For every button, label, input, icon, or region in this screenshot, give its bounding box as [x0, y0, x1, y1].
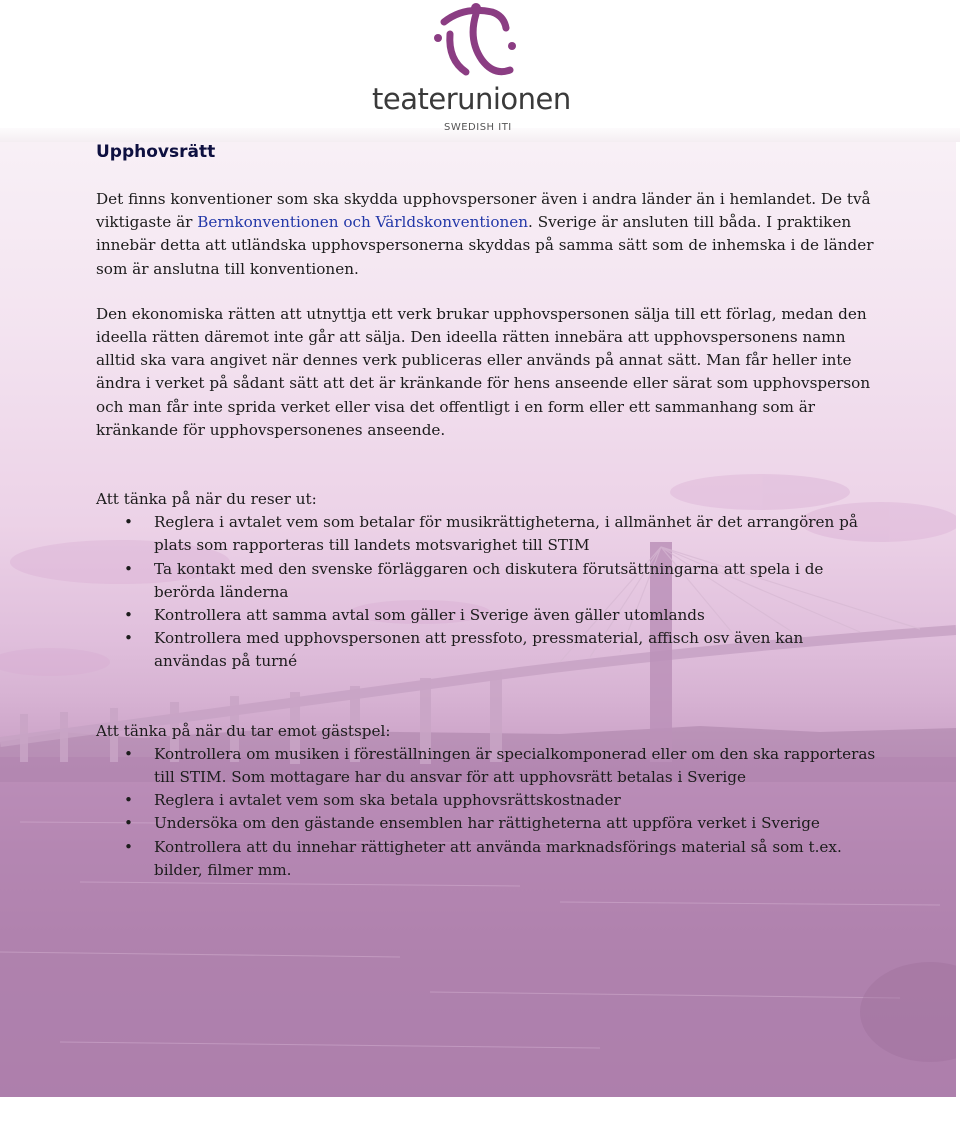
paragraph-rights: Den ekonomiska rätten att utnyttja ett verk brukar upphovspersonen sälja till ett förlag, medan den ideella rätten däremot inte går att sälja. Den ideella rätten innebära att upphovspersonens namn alltid ska vara angivet när dennes verk publiceras eller används på annat sätt. Man får heller inte ändra i verket på sådant sätt att det är kränkande för hens anseende eller särat som upphovsperson och man får inte sprida verket eller visa det offentligt i en form eller ett sammanhang som är kränkande för upphovspersonenes anseende.	[96, 304, 871, 439]
list-item: • Kontrollera med upphovspersonen att pressfoto, pressmaterial, affisch osv även kan användas på turné	[154, 627, 876, 673]
logo-subtitle: SWEDISH ITI	[444, 122, 512, 133]
teaterunionen-logo	[364, 0, 594, 140]
list-item: • Ta kontakt med den svenske förläggaren och diskutera förutsättningarna att spela i de berörda länderna	[154, 558, 876, 604]
list-item: • Undersöka om den gästande ensemblen har rättigheterna att uppföra verket i Sverige	[154, 812, 876, 835]
dancer-icon	[364, 0, 594, 82]
travel-title: Att tänka på när du reser ut:	[96, 490, 317, 509]
paragraph-text: Det finns konventioner som ska skydda upphovspersoner även i andra länder än i hemlandet. De två viktigaste är	[96, 190, 871, 232]
list-item: • Kontrollera att samma avtal som gäller i Sverige även gäller utomlands	[154, 604, 876, 627]
conventions-link[interactable]: Bernkonventionen och Världskonventionen	[197, 213, 529, 232]
document-body	[96, 140, 876, 882]
logo-wordmark: teaterunionen	[372, 82, 571, 116]
list-item: • Reglera i avtalet vem som ska betala upphovsrättskostnader	[154, 789, 876, 812]
list-item: • Reglera i avtalet vem som betalar för musikrättigheterna, i allmänhet är det arrangören på plats som rapporteras till landets motsvarighet till STIM	[154, 511, 876, 557]
list-item: • Kontrollera att du innehar rättigheter att använda marknadsförings material så som t.ex. bilder, filmer mm.	[154, 836, 876, 882]
page-title: Upphovsrätt	[96, 142, 216, 162]
guest-list	[96, 743, 876, 882]
paragraph-text: . Sverige är ansluten till båda. I praktiken innebär detta att utländska upphovspersonerna skyddas på samma sätt som de inhemska i de länder som är anslutna till konventionen.	[96, 213, 874, 278]
travel-list	[96, 511, 876, 673]
guest-title: Att tänka på när du tar emot gästspel:	[96, 721, 391, 740]
paragraph-conventions	[96, 188, 876, 281]
list-item: • Kontrollera om musiken i föreställningen är specialkomponerad eller om den ska rapporteras till STIM. Som mottagare har du ansvar för att upphovsrätt betalas i Sverige	[154, 743, 876, 789]
